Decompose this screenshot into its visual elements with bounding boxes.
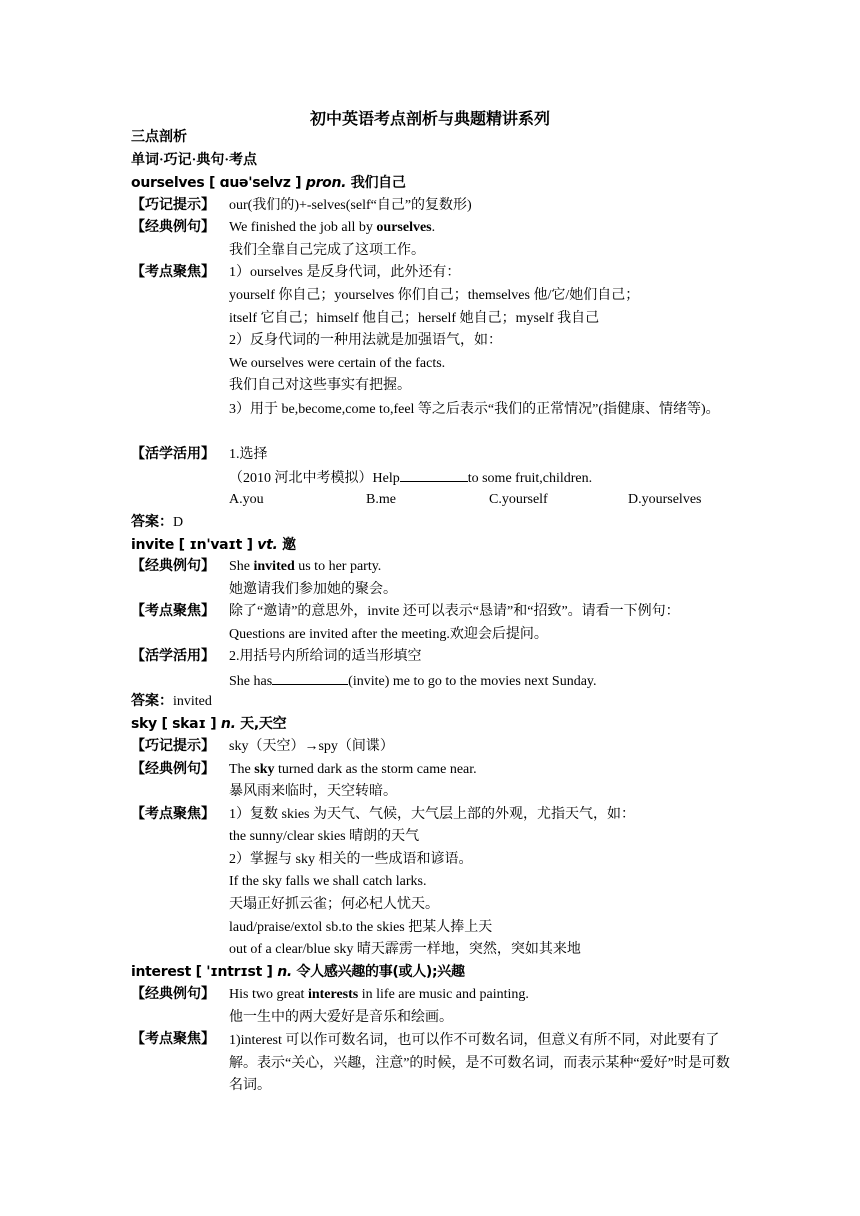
- sky-focus-2a: If the sky falls we shall catch larks.: [229, 874, 427, 889]
- invite-example-cn: 她邀请我们参加她的聚会。: [229, 582, 397, 597]
- interest-example: His two great interests in life are music and painting.: [229, 987, 529, 1002]
- phonetic: [ 'ɪntrɪst ]: [195, 964, 273, 980]
- answer-blank: [400, 467, 468, 482]
- sky-focus-2b: 天塌正好抓云雀；何必杞人忧天。: [229, 897, 439, 912]
- ourselves-focus-1b: itself 它自己；himself 他自己；herself 她自己；myself 我自己: [229, 311, 600, 326]
- ourselves-focus-2a: We ourselves were certain of the facts.: [229, 356, 446, 371]
- option-a: A.you: [229, 492, 264, 507]
- ourselves-focus-2: 2）反身代词的一种用法就是加强语气，如：: [229, 333, 502, 348]
- entry-sky-headline: [131, 714, 286, 734]
- ourselves-focus-3: 3）用于 be,become,come to,feel 等之后表示“我们的正常情况”(指健康、情绪等)。: [229, 402, 720, 417]
- phonetic: [ skaɪ ]: [161, 716, 217, 732]
- meaning: 令人感兴趣的事(或人);兴趣: [296, 964, 465, 980]
- entry-interest-headline: [131, 962, 465, 982]
- phonetic: [ ɪn'vaɪt ]: [178, 537, 253, 553]
- section-heading: 三点剖析: [131, 130, 187, 145]
- invite-practice-question: She has (invite) me to go to the movies next Sunday.: [229, 670, 597, 692]
- invite-focus: 除了“邀请”的意思外，invite 还可以表示“恳请”和“招致”。请看一下例句：: [229, 604, 680, 619]
- headword: interest: [131, 964, 191, 980]
- label-example: 【经典例句】: [131, 987, 215, 1002]
- headword: ourselves: [131, 175, 205, 191]
- entry-ourselves-headline: [131, 173, 406, 193]
- interest-focus: 1)interest 可以作可数名词，也可以作不可数名词，但意义有所不同，对此要有了解。表示“关心，兴趣，注意”的时候，是不可数名词，而表示某种“爱好”时是可数名词。: [229, 1033, 730, 1093]
- sky-example: The sky turned dark as the storm came near.: [229, 762, 477, 777]
- ourselves-answer: 答案：D: [131, 515, 184, 530]
- part-of-speech: pron.: [305, 175, 347, 191]
- ourselves-focus-1a: yourself 你自己；yourselves 你们自己；themselves 他/它/她们自己；: [229, 288, 640, 303]
- ourselves-focus-1: 1）ourselves 是反身代词，此外还有：: [229, 265, 461, 280]
- page-title: 初中英语考点剖析与典题精讲系列: [309, 111, 550, 128]
- meaning: 邀: [282, 537, 296, 553]
- ourselves-example-cn: 我们全靠自己完成了这项工作。: [229, 243, 425, 258]
- answer-blank: [272, 670, 348, 685]
- ourselves-tip: our(我们的)+-selves(self“自己”的复数形): [229, 198, 472, 213]
- label-practice: 【活学活用】: [131, 447, 215, 462]
- label-focus: 【考点聚焦】: [131, 604, 215, 619]
- sky-focus-2: 2）掌握与 sky 相关的一些成语和谚语。: [229, 852, 473, 867]
- part-of-speech: vt.: [257, 537, 278, 553]
- sky-focus-2d: out of a clear/blue sky 晴天霹雳一样地，突然，突如其来地: [229, 942, 581, 957]
- meaning: 我们自己: [350, 175, 406, 191]
- sky-focus-2c: laud/praise/extol sb.to the skies 把某人捧上天: [229, 920, 493, 935]
- label-focus: 【考点聚焦】: [131, 807, 215, 822]
- sky-example-cn: 暴风雨来临时，天空转暗。: [229, 784, 397, 799]
- headword: sky: [131, 716, 157, 732]
- subsection-heading: 单词·巧记·典句·考点: [131, 153, 258, 168]
- invite-example: She invited us to her party.: [229, 559, 382, 574]
- label-example: 【经典例句】: [131, 559, 215, 574]
- interest-example-cn: 他一生中的两大爱好是音乐和绘画。: [229, 1010, 453, 1025]
- label-example: 【经典例句】: [131, 762, 215, 777]
- part-of-speech: n.: [277, 964, 292, 980]
- meaning: 天,天空: [240, 716, 287, 732]
- label-focus: 【考点聚焦】: [131, 1032, 215, 1047]
- invite-answer: 答案：invited: [131, 694, 212, 709]
- ourselves-example: We finished the job all by ourselves.: [229, 220, 436, 235]
- invite-focus-a: Questions are invited after the meeting.欢迎会后提问。: [229, 627, 548, 642]
- part-of-speech: n.: [220, 716, 236, 732]
- label-tip: 【巧记提示】: [131, 198, 215, 213]
- sky-focus-1: 1）复数 skies 为天气、气候，大气层上部的外观，尤指天气，如：: [229, 807, 635, 822]
- ourselves-practice-question: （2010 河北中考模拟）Help to some fruit,children.: [229, 467, 592, 489]
- option-d: D.yourselves: [628, 492, 702, 507]
- ourselves-practice-title: 1.选择: [229, 447, 268, 462]
- phonetic: [ ɑuə'selvz ]: [208, 175, 302, 191]
- label-tip: 【巧记提示】: [131, 739, 215, 754]
- sky-tip: sky（天空）→spy（间谍）: [229, 739, 394, 754]
- entry-invite-headline: [131, 535, 296, 555]
- sky-focus-1a: the sunny/clear skies 晴朗的天气: [229, 829, 420, 844]
- label-example: 【经典例句】: [131, 220, 215, 235]
- headword: invite: [131, 537, 175, 553]
- ourselves-focus-2b: 我们自己对这些事实有把握。: [229, 378, 411, 393]
- invite-practice-title: 2.用括号内所给词的适当形填空: [229, 649, 422, 664]
- label-focus: 【考点聚焦】: [131, 265, 215, 280]
- label-practice: 【活学活用】: [131, 649, 215, 664]
- option-c: C.yourself: [489, 492, 548, 507]
- option-b: B.me: [366, 492, 396, 507]
